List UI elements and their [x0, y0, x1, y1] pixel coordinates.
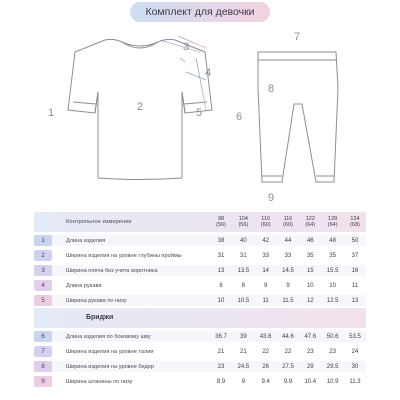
- size-col: 122 (64): [305, 215, 316, 228]
- table-row: 4 Длина рукава 8 8 9 9 10 10 11: [41, 282, 359, 289]
- size-columns: [210, 216, 366, 229]
- table-row: 2 Ширина изделия на уровне глубины проймы 31 31 33 33 35 35 37: [41, 252, 359, 259]
- measurement-label-1: 1: [48, 107, 55, 119]
- header-label: Контрольное измерение: [66, 219, 132, 225]
- section-title: Бриджи: [86, 314, 114, 321]
- table-row: 8 Ширина изделия на уровне бедер 23 24.5 26 27.5 29 29.5 30: [41, 363, 359, 370]
- table-row: 6 Длина изделия по боковому шву 36.7 39 43.6 44.6 47.6 50.6 53.5: [41, 333, 361, 340]
- size-col: 104 (56): [238, 215, 249, 228]
- table-row: 9 Ширина штанины по низу 8.9 9 9.4 9.9 10.4 10.9 11.3: [41, 378, 361, 385]
- measurement-label-9: 9: [268, 192, 275, 204]
- page-title: Комплект для девочки: [145, 6, 255, 18]
- measurement-label-3: 3: [183, 41, 190, 53]
- size-table-pants: [34, 308, 366, 398]
- size-col: 110 (60): [260, 215, 271, 228]
- table-row: 1 Длина изделия 38 40 42 44 46 48 50: [41, 237, 359, 244]
- measurement-label-2: 2: [137, 101, 144, 113]
- size-col: 116 (60): [283, 215, 293, 228]
- measurement-label-6: 6: [236, 111, 243, 123]
- measurement-label-4: 4: [205, 67, 212, 79]
- table-row: 5 Ширина рукава по низу 10 10.5 11 11.5 12 12.5 13: [41, 297, 359, 304]
- size-col: 98 (56): [216, 215, 226, 228]
- measurement-label-7: 7: [294, 31, 301, 43]
- size-col: 134 (68): [350, 215, 360, 228]
- table-row: 7 Ширина изделия на уровне талии 21 21 22 22 23 23 24: [41, 348, 359, 355]
- table-row: 3 Ширина плеча без учета воротника 13 13.5 14 14.5 15 15.5 16: [41, 267, 359, 274]
- table-header-row: [34, 212, 366, 232]
- measurement-label-5: 5: [196, 107, 203, 119]
- pants-drawing: [258, 52, 338, 182]
- size-table-tshirt: [34, 212, 366, 308]
- size-col: 128 (64): [327, 215, 338, 228]
- measurement-label-8: 8: [268, 83, 275, 95]
